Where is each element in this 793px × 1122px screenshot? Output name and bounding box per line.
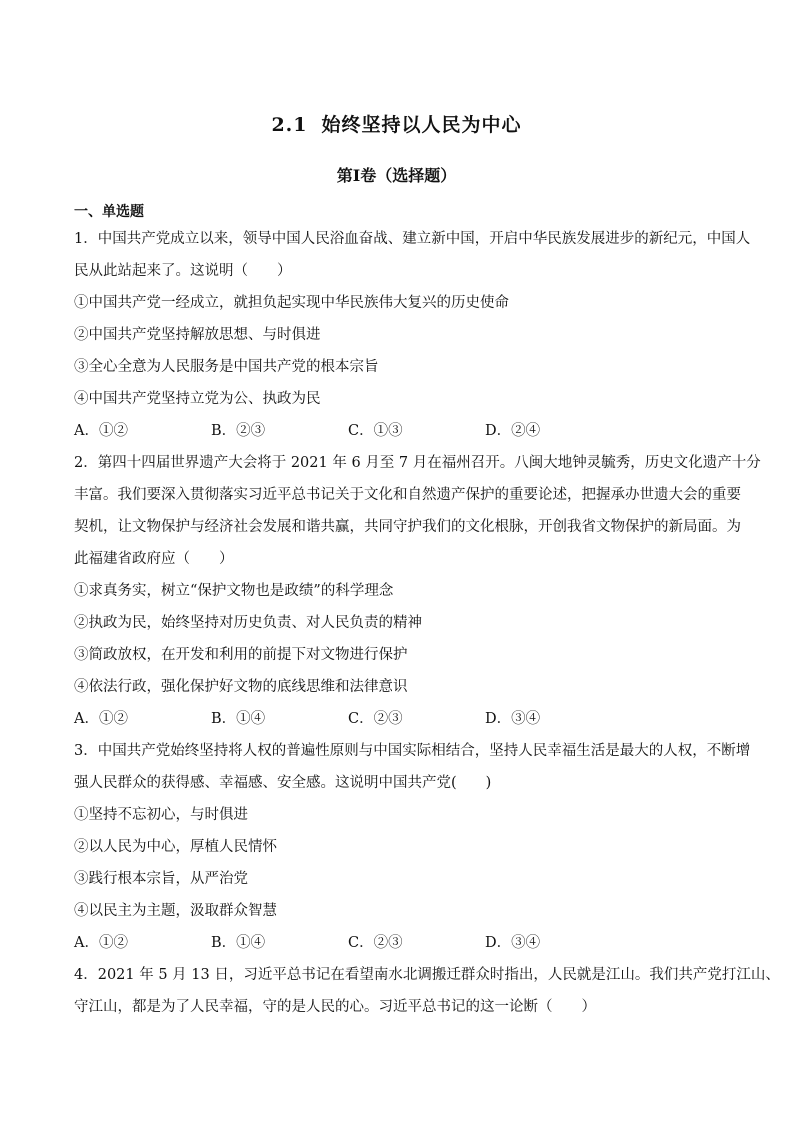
- statement-item: ①中国共产党一经成立，就担负起实现中华民族伟大复兴的历史使命: [74, 295, 509, 311]
- option-c: C．②③: [348, 935, 403, 951]
- statement-item: ③践行根本宗旨，从严治党: [74, 871, 248, 887]
- question-4: [74, 959, 780, 1023]
- question-stem-line: 丰富。我们要深入贯彻落实习近平总书记关于文化和自然遗产保护的重要论述，把握承办世遗大会的重要: [74, 487, 741, 503]
- option-d: D．②④: [485, 423, 541, 439]
- question-stem-line: 4．2021 年 5 月 13 日，习近平总书记在看望南水北调搬迁群众时指出，人民就是江山。我们共产党打江山、: [74, 967, 780, 983]
- statement-item: ④中国共产党坚持立党为公、执政为民: [74, 391, 321, 407]
- question-stem-line: 民从此站起来了。这说明（ ）: [74, 263, 292, 279]
- questions-area: [74, 200, 780, 1023]
- option-a: A．①②: [74, 935, 128, 951]
- volume-heading: 第Ⅰ卷（选择题）: [336, 166, 457, 185]
- question-stem-line: 强人民群众的获得感、幸福感、安全感。这说明中国共产党( ): [74, 775, 492, 791]
- statement-item: ④依法行政，强化保护好文物的底线思维和法律意识: [74, 679, 408, 695]
- section-heading: 一、单选题: [74, 204, 144, 220]
- option-c: C．②③: [348, 711, 403, 727]
- statement-item: ②中国共产党坚持解放思想、与时俱进: [74, 327, 321, 343]
- question-1: [74, 224, 751, 447]
- statement-item: ③简政放权，在开发和利用的前提下对文物进行保护: [74, 647, 408, 663]
- question-2: [74, 447, 761, 735]
- question-stem-line: 2．第四十四届世界遗产大会将于 2021 年 6 月至 7 月在福州召开。八闽大地钟灵毓秀，历史文化遗产十分: [74, 455, 761, 471]
- option-b: B．②③: [211, 423, 266, 439]
- lesson-title-text: 始终坚持以人民为中心: [321, 114, 522, 136]
- statement-item: ②执政为民，始终坚持对历史负责、对人民负责的精神: [74, 615, 422, 631]
- answer-options: [74, 927, 724, 959]
- question-stem-line: 守江山，都是为了人民幸福，守的是人民的心。习近平总书记的这一论断（ ）: [74, 999, 596, 1015]
- option-b: B．①④: [211, 935, 266, 951]
- statement-item: ①坚持不忘初心，与时俱进: [74, 807, 248, 823]
- answer-options: [74, 415, 724, 447]
- question-stem-line: 契机，让文物保护与经济社会发展和谐共赢，共同守护我们的文化根脉，开创我省文物保护的新局面。为: [74, 519, 741, 535]
- lesson-title: [0, 110, 793, 137]
- option-d: D．③④: [485, 935, 541, 951]
- question-3: [74, 735, 751, 959]
- option-d: D．③④: [485, 711, 541, 727]
- statement-item: ③全心全意为人民服务是中国共产党的根本宗旨: [74, 359, 379, 375]
- question-stem-line: 1．中国共产党成立以来，领导中国人民浴血奋战、建立新中国，开启中华民族发展进步的新纪元，中国人: [74, 231, 751, 247]
- statement-item: ①求真务实，树立“保护文物也是政绩”的科学理念: [74, 583, 394, 599]
- option-a: A．①②: [74, 711, 128, 727]
- option-b: B．①④: [211, 711, 266, 727]
- question-stem-line: 3．中国共产党始终坚持将人权的普遍性原则与中国实际相结合，坚持人民幸福生活是最大的人权，不断增: [74, 743, 751, 759]
- option-a: A．①②: [74, 423, 128, 439]
- statement-item: ④以民主为主题，汲取群众智慧: [74, 903, 277, 919]
- option-c: C．①③: [348, 423, 403, 439]
- question-stem-line: 此福建省政府应（ ）: [74, 551, 234, 567]
- answer-options: [74, 703, 724, 735]
- lesson-number: 2.1: [271, 114, 308, 136]
- statement-item: ②以人民为中心，厚植人民情怀: [74, 839, 277, 855]
